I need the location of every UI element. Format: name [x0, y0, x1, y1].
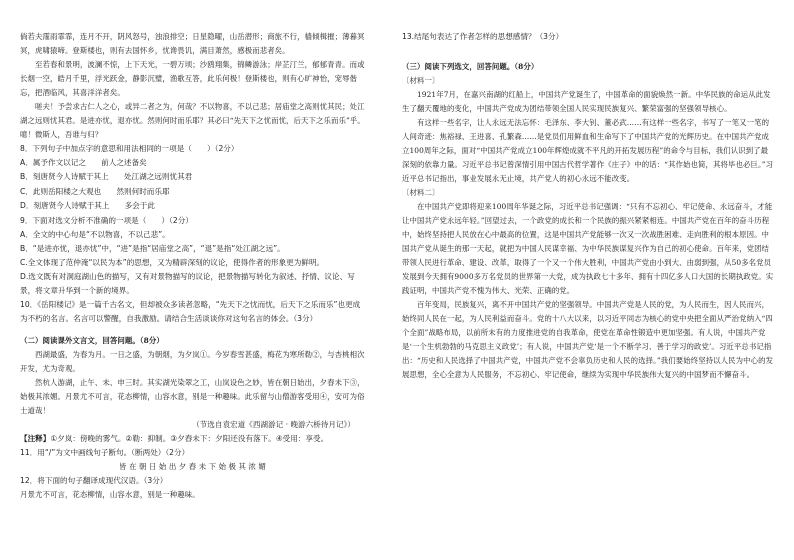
question-10: 10．《岳阳楼记》是一篇千古名文，但却被众多读者忽略，“先天下之忧而忧，后天下之乐而乐”也更成为不朽的名言。名言可以警醒，自我激励。请结合生活谈谈你对这句名言的体会。（3分）	[20, 299, 361, 323]
left-column	[20, 30, 365, 502]
material-1-label: 〔材料一〕	[402, 76, 440, 85]
option-a-left: A．属予作文以记之	[20, 158, 86, 167]
passage-paragraph: 西湖最盛，为春为月。一日之盛，为朝烟，为夕岚①。今岁春雪甚盛，梅花为寒所勒②，与杏桃相次开发，尤为奇观。	[20, 349, 365, 373]
passage-paragraph: 嗟夫！予尝求古仁人之心，或异二者之为，何哉？不以物喜，不以己悲；居庙堂之高则忧其民；处江湖之远则忧其君。是进亦忧，退亦忧。然则何时而乐耶？其必曰“先天下之忧而忧，后天下之乐而乐”乎。噫！微斯人，吾谁与归？	[20, 102, 365, 139]
option-a: A．全文的中心句是“不以物喜，不以己悲”。	[20, 229, 170, 239]
passage-source: （节选自袁宏道《西湖游记 · 晚游六桥待月记》）	[192, 419, 355, 429]
passage-paragraph: 百年变局，民族复兴，离不开中国共产党的坚强领导。中国共产党是人民的党，为人民而生，因人民而兴，始终同人民在一起，为人民利益而奋斗。党的十八大以来，以习近平同志为核心的党中央把全面从严治党纳入“四个全面”战略布局，以前所未有的力度推进党的自我革命，使党在革命性锻造中更加坚强。有人说，中国共产党是‘一个生机勃勃的马克思主义政党’；有人说，中国共产党‘是一个不断学习、善于学习的政党’。习近平总书记指出：“历史和人民选择了中国共产党，中国共产党不会辜负历史和人民的选择。”我们要始终坚持以人民为中心的发展思想，全心全意为人民服务，不忘初心、牢记使命，继续为实现中华民族伟大复兴的中国梦而不懈奋斗。	[402, 300, 774, 379]
option-b-right: 处江湖之远则忧其君	[123, 172, 193, 182]
question-8: 8．下列句子中加点字的意思和用法相同的一项是（ ）（2分）	[20, 144, 239, 153]
option-a-right: 前人之述备矣	[101, 158, 147, 167]
option-b: B．“是进亦忧，退亦忧”中，“进”是指“居庙堂之高”，“退”是指“处江湖之远”。	[20, 243, 285, 253]
material-2-label: 〔材料二〕	[402, 188, 440, 197]
notes-text: ①夕岚：傍晚的雾气。②勒：抑制。③夕舂未下：夕阳还没有落下。④受用：享受。	[50, 433, 329, 443]
passage-paragraph: 至若春和景明，波澜不惊，上下天光，一碧万顷；沙鸥翔集，锦鳞游泳；岸芷汀兰，郁郁青青。而或长烟一空，皓月千里，浮光跃金，静影沉璧，渔歌互答，此乐何极！登斯楼也，则有心旷神怡，宠辱偕忘，把酒临风，其喜洋洋者矣。	[20, 60, 365, 97]
question-9: 9．下面对选文分析不准确的一项是（ ）（2分）	[20, 215, 193, 225]
right-column	[402, 30, 774, 382]
passage-paragraph: 倘若夫霪雨霏霏，连月不开，阴风怒号，浊浪排空；日星隐曜，山岳潜形；商旅不行，樯倾楫摧；薄暮冥冥，虎啸猿啼。登斯楼也，则有去国怀乡，忧谗畏讥，满目萧然，感极而悲者矣。	[20, 32, 365, 55]
option-row	[20, 170, 365, 184]
passage-paragraph: 然杭人游湖，止午、未、申三时。其实湖光染翠之工，山岚设色之妙，皆在朝日始出，夕舂未下③，始极其浓媚。月景尤不可言，花态柳情，山容水意，别是一种趣味。此乐留与山僧游客受用④，安可为俗士道哉！	[20, 377, 365, 415]
question-12: 12．将下面的句子翻译成现代汉语。（3分）	[20, 475, 168, 485]
passage-paragraph: 在中国共产党即将迎来100周年华诞之际，习近平总书记强调：“只有不忘初心、牢记使命、永远奋斗，才能让中国共产党永远年轻。”回望过去，一个政党的成长和一个民族的振兴紧紧相连。中国共产党在百年的奋斗历程中，始终坚持把人民放在心中最高的位置，这是中国共产党能够一次又一次战胜困难、走向胜利的根本原因。中国共产党从诞生的那一天起，就把为中国人民谋幸福、为中华民族谋复兴作为自己的初心使命。百年来，党团结带领人民进行革命、建设、改革，取得了一个又一个伟大胜利，中国共产党由小到大、由弱到强，从50多名党员发展到今天拥有9000多万名党员的世界第一大党，成为执政七十多年、拥有十四亿多人口大国的长期执政党。实践证明，中国共产党不愧为伟大、光荣、正确的党。	[402, 202, 774, 295]
option-d: D.选文既有对洞庭湖山色的描写，又有对景物描写的议论，把景物描写转化为叙述、抒情、议论、写景，将文章升华到一个新的境界。	[20, 271, 355, 295]
passage-paragraph: 有这样一些名字，让人永远无法忘怀：毛泽东、李大钊、董必武……有这样一些名字，书写了一笔又一笔的人间奇迹：焦裕禄、王进喜、孔繁森……是党员们用鲜血和生命写下了中国共产党的光辉历史。在中国共产党成立100周年之际，面对“中国共产党成立100年辉煌成就不平凡的开拓发展历程”的命令与目标，我们认识到了最深刻的依靠力量。习近平总书记曾深情引用中国古代哲学著作《庄子》中的话：“其作始也简，其将毕也必巨。”习近平总书记指出，事业发展永无止境，共产党人的初心永远不能改变。	[402, 118, 774, 183]
question-12-sentence: 月景尤不可言，花态柳情，山容水意，别是一种趣味。	[20, 489, 200, 499]
option-c-right: 然则何时而乐耶	[116, 186, 170, 196]
option-d-left: D．刻唐贤今人诗赋于其上	[20, 201, 110, 211]
question-11-sentence: 皆 在 朝 日 始 出 夕 舂 未 下 始 极 其 浓 媚	[119, 461, 266, 471]
option-c: C.全文体现了范仲淹“以民为本”的思想，又为精辟深刻的议论，使得作者的形象更为鲜明。	[20, 257, 325, 267]
option-row	[20, 185, 365, 199]
passage-paragraph: 1921年7月，在嘉兴南湖的红船上，中国共产党诞生了，中国革命的面貌焕然一新。中华民族的命运从此发生了翻天覆地的变化，中国共产党成为团结带领全国人民实现民族复兴、繁荣富强的坚强领导核心。	[402, 90, 771, 113]
option-row	[20, 156, 365, 170]
section-2-title: （二）阅读课外文言文，回答问题。（8分）	[20, 335, 164, 345]
option-d-right: 多会于此	[124, 201, 155, 211]
notes	[20, 432, 365, 446]
question-13: 13.结尾句表达了作者怎样的思想感情？（3分）	[402, 32, 564, 41]
notes-label: 【注释】	[20, 433, 51, 443]
question-11: 11．用“/”为文中画线句子断句。（断两处）（2分）	[20, 447, 190, 457]
option-b-left: B．刻唐贤今人诗赋于其上	[20, 172, 109, 182]
option-row	[20, 199, 365, 213]
section-3-title: （三）阅读下列选文，回答问题。（8分）	[402, 62, 539, 71]
option-c-left: C．此则岳阳楼之大观也	[20, 186, 102, 196]
